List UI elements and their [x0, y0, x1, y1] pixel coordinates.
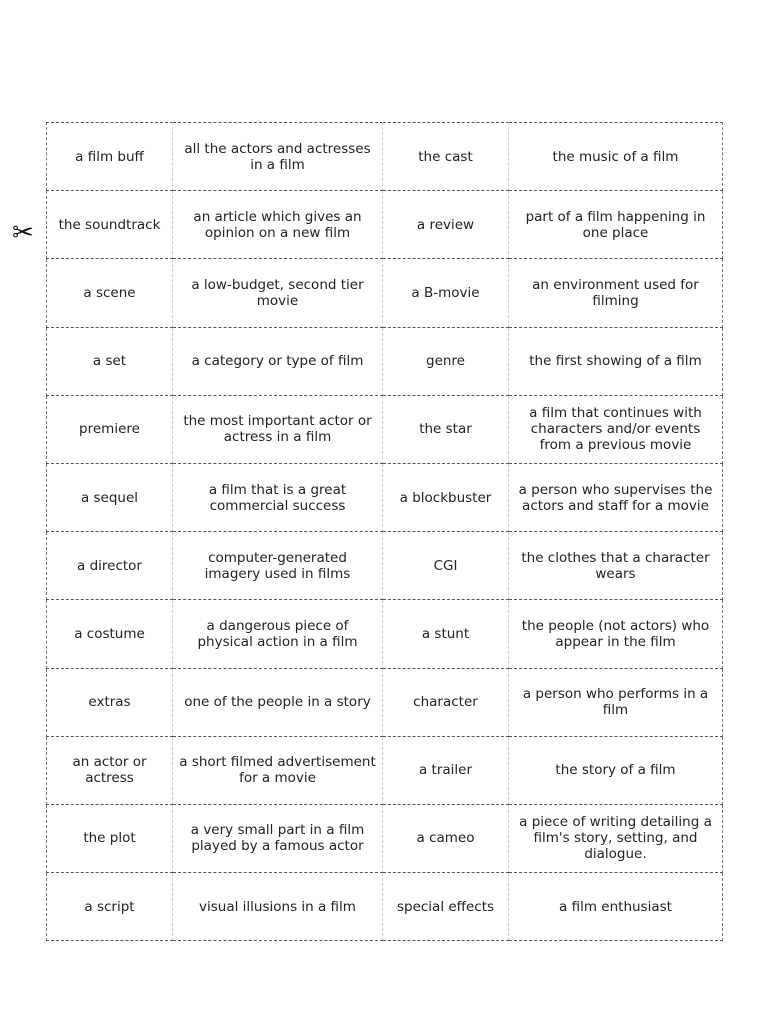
definition-card: a film enthusiast	[509, 873, 723, 941]
term-card: a costume	[47, 600, 173, 668]
card-row	[47, 191, 723, 259]
definition-card: a low-budget, second tier movie	[173, 259, 383, 327]
term-card: a film buff	[47, 123, 173, 191]
term-card: a director	[47, 532, 173, 600]
term-card: genre	[383, 327, 509, 395]
definition-card: all the actors and actresses in a film	[173, 123, 383, 191]
card-row	[47, 600, 723, 668]
term-card: an actor or actress	[47, 736, 173, 804]
definition-card: a film that is a great commercial success	[173, 463, 383, 531]
card-row	[47, 123, 723, 191]
definition-card: a piece of writing detailing a film's story, setting, and dialogue.	[509, 804, 723, 872]
definition-card: a film that continues with characters and/or events from a previous movie	[509, 395, 723, 463]
card-row	[47, 259, 723, 327]
definition-card: the story of a film	[509, 736, 723, 804]
term-card: the plot	[47, 804, 173, 872]
term-card: character	[383, 668, 509, 736]
definition-card: one of the people in a story	[173, 668, 383, 736]
definition-card: a person who performs in a film	[509, 668, 723, 736]
card-row	[47, 804, 723, 872]
term-card: the soundtrack	[47, 191, 173, 259]
term-card: a trailer	[383, 736, 509, 804]
definition-card: a dangerous piece of physical action in a film	[173, 600, 383, 668]
definition-card: the clothes that a character wears	[509, 532, 723, 600]
card-row	[47, 463, 723, 531]
term-card: a set	[47, 327, 173, 395]
term-card: the star	[383, 395, 509, 463]
term-card: the cast	[383, 123, 509, 191]
definition-card: part of a film happening in one place	[509, 191, 723, 259]
card-row	[47, 736, 723, 804]
card-row	[47, 668, 723, 736]
term-card: CGI	[383, 532, 509, 600]
term-card: premiere	[47, 395, 173, 463]
card-grid-body	[47, 123, 723, 941]
card-row	[47, 873, 723, 941]
definition-card: a very small part in a film played by a famous actor	[173, 804, 383, 872]
term-card: a cameo	[383, 804, 509, 872]
definition-card: an article which gives an opinion on a new film	[173, 191, 383, 259]
term-card: a B-movie	[383, 259, 509, 327]
definition-card: the people (not actors) who appear in the film	[509, 600, 723, 668]
definition-card: an environment used for filming	[509, 259, 723, 327]
term-card: extras	[47, 668, 173, 736]
term-card: a script	[47, 873, 173, 941]
definition-card: the first showing of a film	[509, 327, 723, 395]
definition-card: a short filmed advertisement for a movie	[173, 736, 383, 804]
term-card: a sequel	[47, 463, 173, 531]
card-row	[47, 395, 723, 463]
definition-card: visual illusions in a film	[173, 873, 383, 941]
card-sheet	[46, 122, 722, 941]
term-card: a scene	[47, 259, 173, 327]
card-row	[47, 532, 723, 600]
definition-card: computer-generated imagery used in films	[173, 532, 383, 600]
scissors-icon: ✂	[12, 218, 34, 248]
definition-card: the music of a film	[509, 123, 723, 191]
term-card: a review	[383, 191, 509, 259]
definition-card: the most important actor or actress in a film	[173, 395, 383, 463]
term-card: special effects	[383, 873, 509, 941]
definition-card: a category or type of film	[173, 327, 383, 395]
term-card: a stunt	[383, 600, 509, 668]
definition-card: a person who supervises the actors and staff for a movie	[509, 463, 723, 531]
term-card: a blockbuster	[383, 463, 509, 531]
card-grid	[46, 122, 723, 941]
card-row	[47, 327, 723, 395]
